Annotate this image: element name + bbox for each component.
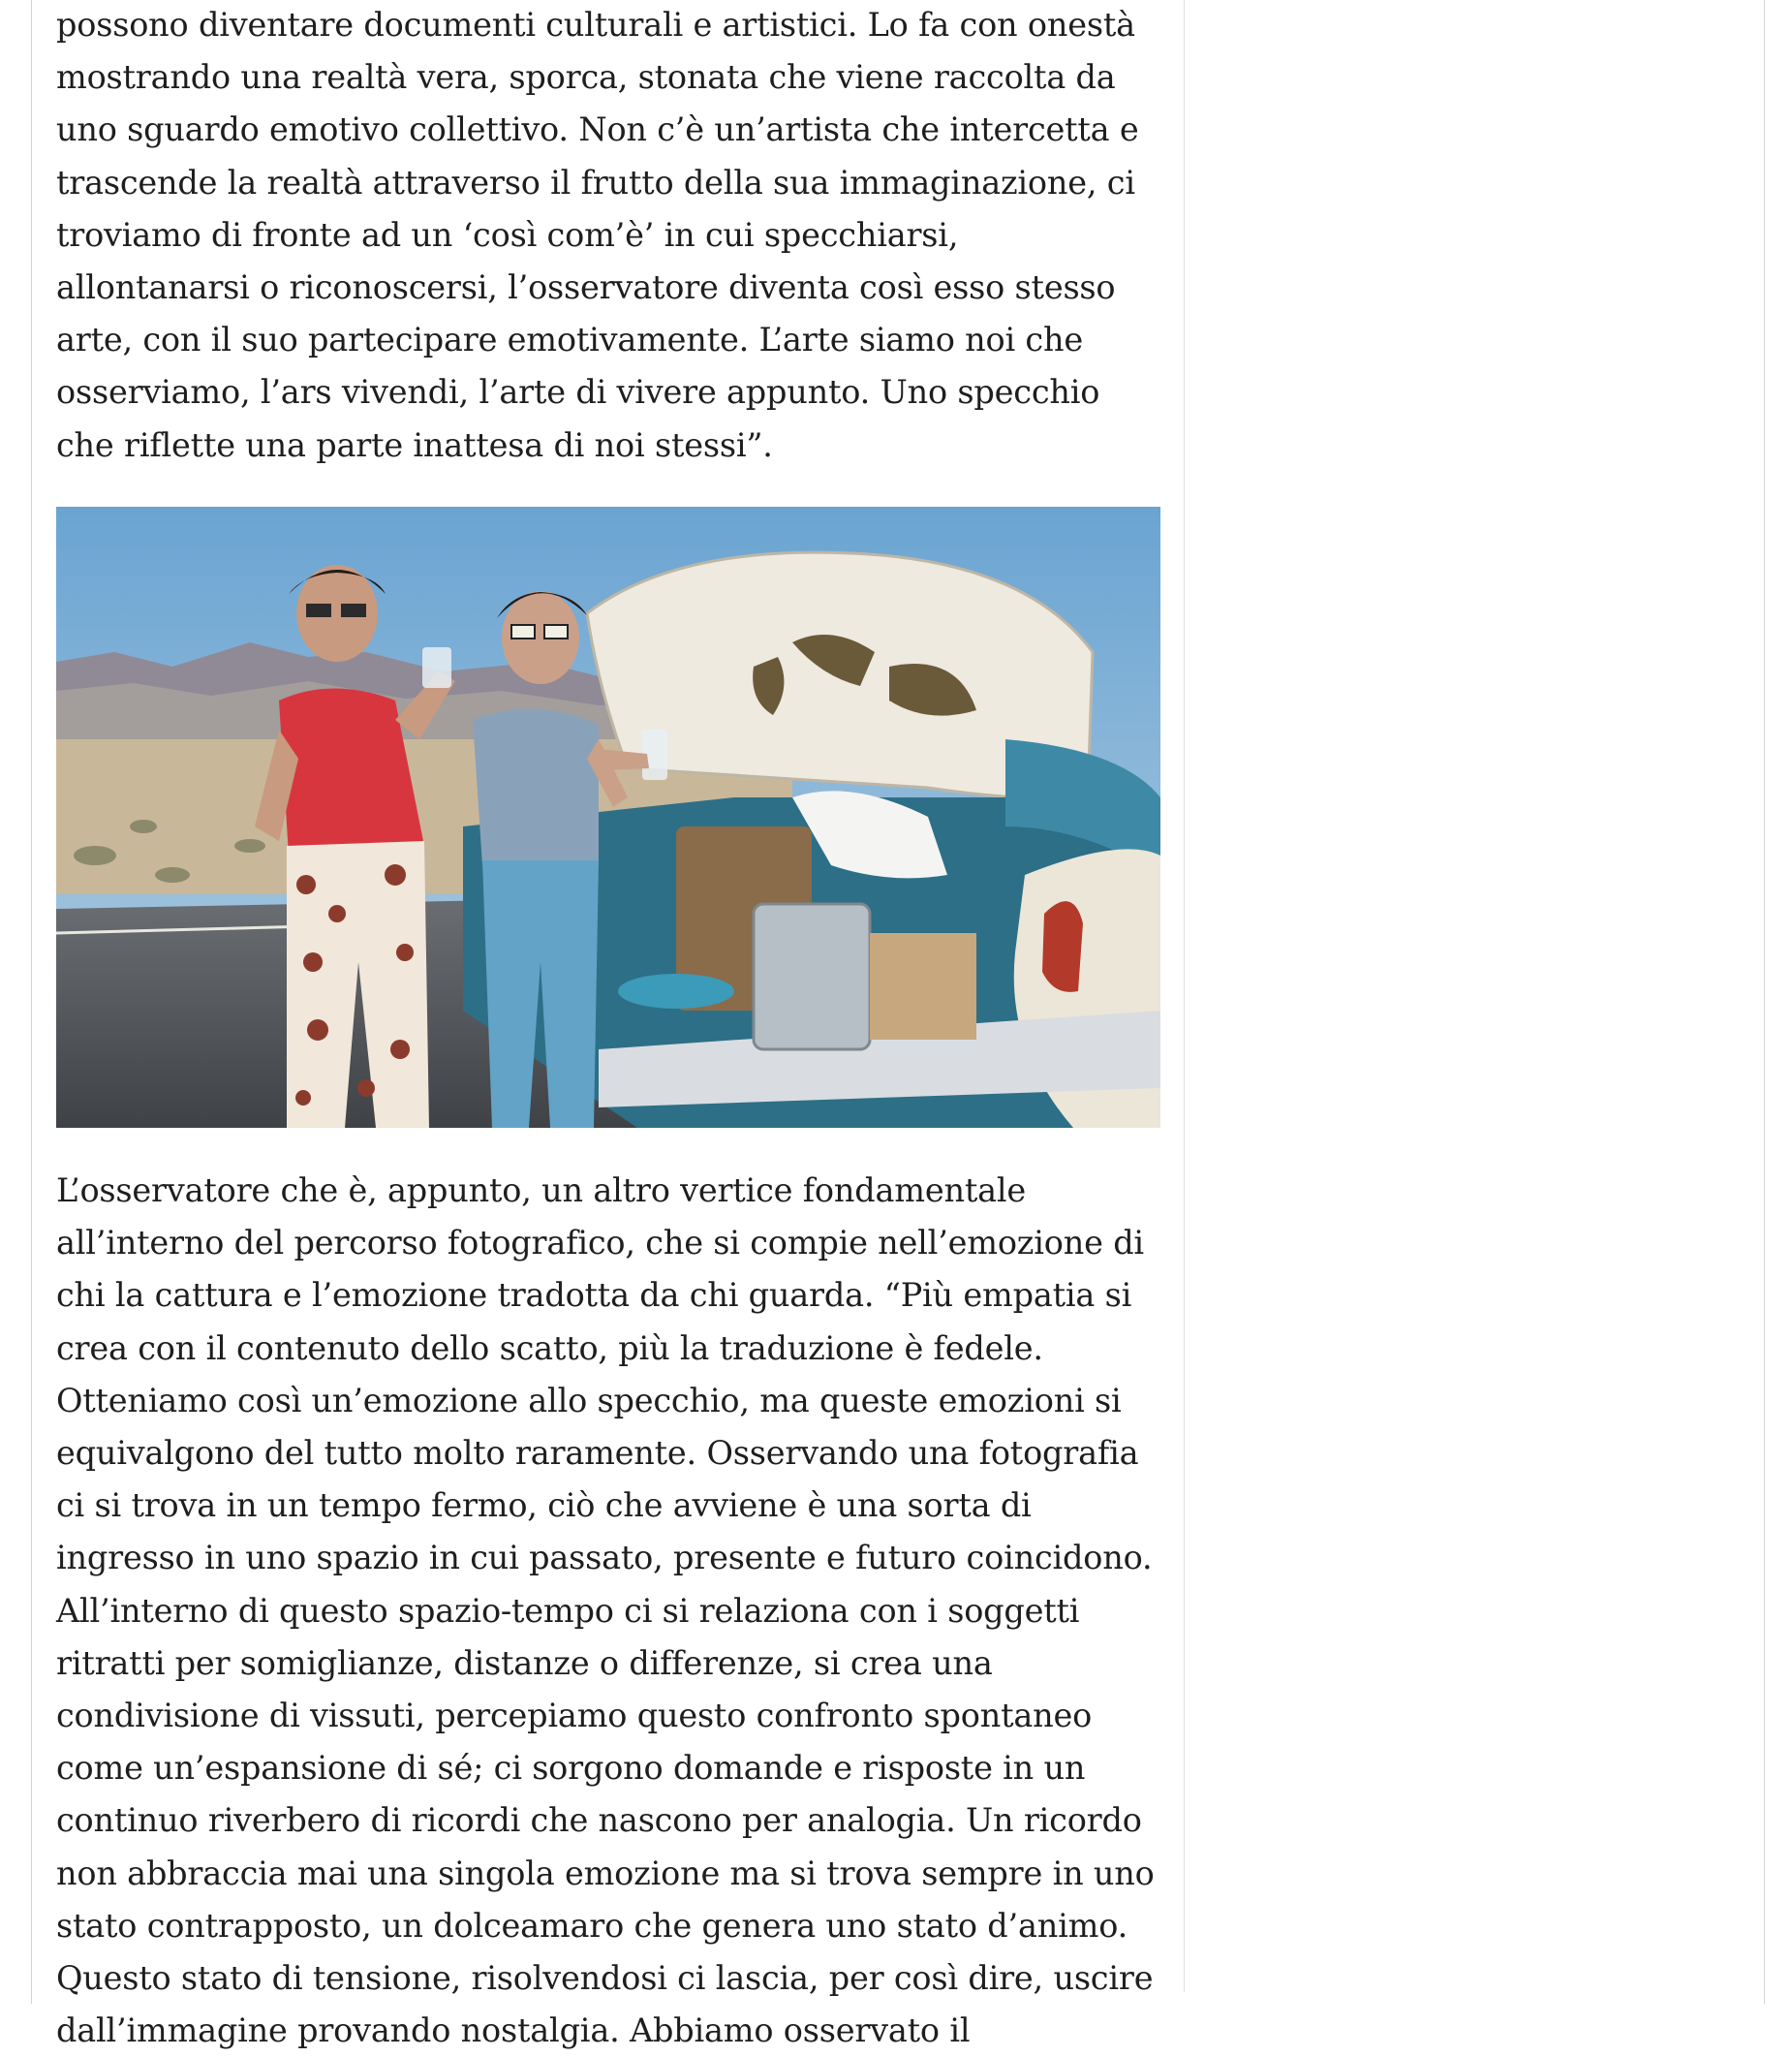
sidebar-divider bbox=[1184, 0, 1185, 1992]
article-photo bbox=[56, 507, 1160, 1128]
article-paragraph: possono diventare documenti culturali e artistici. Lo fa con onestà mostrando una realtà vera, sporca, stonata che viene raccolta da uno sguardo emotivo collettivo. Non c’è un’artista che intercetta e trascende la realtà attraverso il frutto della sua immaginazione, ci troviamo di fronte ad un ‘così com’è’ in cui specchiarsi, allontanarsi o riconoscersi, l’osservatore diventa così esso stesso arte, con il suo partecipare emotivamente. L’arte siamo noi che osserviamo, l’ars vivendi, l’arte di vivere appunto. Uno specchio che riflette una parte inattesa di noi stessi”. bbox=[56, 6, 1139, 464]
vintage-road-trip-photo bbox=[56, 507, 1160, 1128]
article-paragraph: L’osservatore che è, appunto, un altro vertice fondamentale all’interno del percorso fotografico, che si compie nell’emozione di chi la cattura e l’emozione tradotta da chi guarda. “Più empatia si crea con il contenuto dello scatto, più la traduzione è fedele. Otteniamo così un’emozione allo specchio, ma queste emozioni si equivalgono del tutto molto raramente. Osservando una fotografia ci si trova in un tempo fermo, ciò che avviene è una sorta di ingresso in uno spazio in cui passato, presente e futuro coincidono. All’interno di questo spazio-tempo ci si relaziona con i soggetti ritratti per somiglianze, distanze o differenze, si crea una condivisione di vissuti, percepiamo questo confronto spontaneo come un’espansione di sé; ci sorgono domande e risposte in un continuo riverbero di ricordi che nascono per analogia. Un ricordo non abbraccia mai una singola emozione ma si trova sempre in uno stato contrapposto, un dolceamaro che genera uno stato d’animo. Questo stato di tensione, risolvendosi ci lascia, per così dire, uscire dall’immagine provando nostalgia. Abbiamo osservato il bbox=[56, 1171, 1155, 2050]
